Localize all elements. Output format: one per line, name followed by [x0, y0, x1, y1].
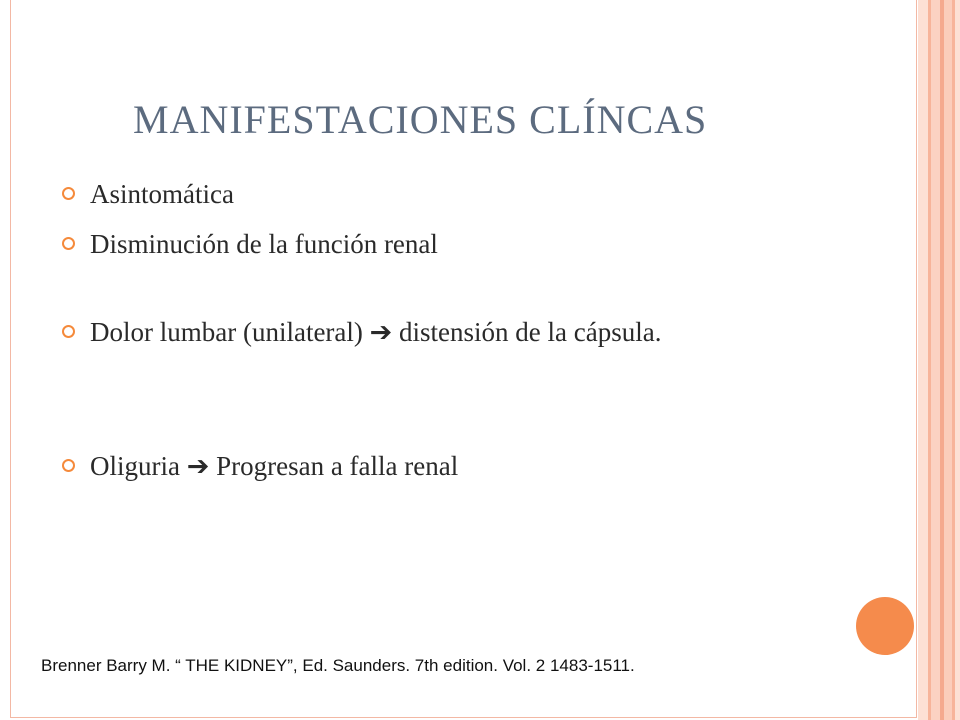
stripe-3 [931, 0, 940, 720]
bullet-text: Disminución de la función renal [90, 229, 438, 259]
bullet-item [62, 226, 802, 262]
decorative-orange-circle [856, 597, 914, 655]
bullet-item [62, 314, 802, 350]
bullet-text: Oliguria ➔ Progresan a falla renal [90, 451, 459, 481]
citation-footnote: Brenner Barry M. “ THE KIDNEY”, Ed. Saunders. 7th edition. Vol. 2 1483-1511. [41, 656, 635, 675]
circle-bullet-icon [62, 459, 75, 472]
circle-bullet-icon [62, 325, 75, 338]
stripe-5 [944, 0, 952, 720]
bullet-text: Dolor lumbar (unilateral) ➔ distensión de la cápsula. [90, 317, 662, 347]
circle-bullet-icon [62, 237, 75, 250]
circle-bullet-icon [62, 187, 75, 200]
bullet-item [62, 448, 802, 484]
bullet-item [62, 176, 802, 212]
bullet-text: Asintomática [90, 179, 234, 209]
stripe-7 [955, 0, 960, 720]
slide-title: MANIFESTACIONES CLÍNCAS [133, 97, 708, 142]
stripe-1 [918, 0, 928, 720]
